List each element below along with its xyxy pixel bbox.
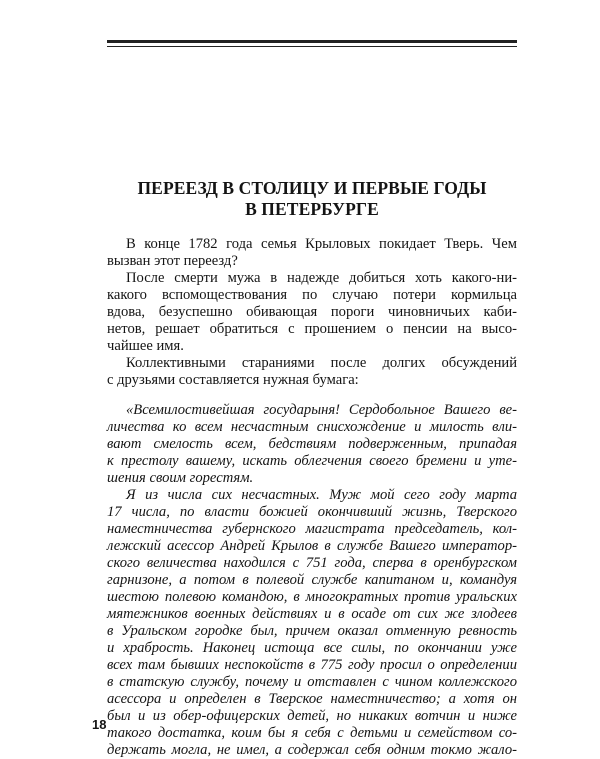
paragraph-line: В конце 1782 года семья Крыловых покидает Тверь. Чем [126, 236, 517, 252]
quote-line: к престолу вашему, искать облегчения своего бремени и уте- [107, 453, 517, 469]
quote-line: Я из числа сих несчастных. Муж мой сего году марта [126, 487, 517, 503]
chapter-heading [107, 178, 517, 220]
quote-line: всех там бывших неспокойств в 775 году просил о определении [107, 657, 517, 673]
quote-line: был и из обер-офицерских детей, но никаких вотчин и ниже [107, 708, 517, 724]
paragraph-line: чайшее имя. [107, 338, 184, 354]
quote-line: гарнизоне, а потом в полевой службе капитаном и, командуя [107, 572, 517, 588]
paragraph-line: вдова, безуспешно обивающая пороги чиновничьих каби- [107, 304, 517, 320]
quote-line: вают смелость всем, бедствиям подверженным, припадая [107, 436, 517, 452]
paragraph-line: После смерти мужа в надежде добиться хоть какого-ни- [126, 270, 517, 286]
quote-line: и храбрость. Наконец истоща все силы, по окончании уже [107, 640, 517, 656]
header-rule-thin [107, 46, 517, 47]
quote-line: лежский асессор Андрей Крылов в службе Вашего император- [107, 538, 517, 554]
quote-line: шения своим горестям. [107, 470, 254, 486]
page-body [107, 236, 517, 759]
paragraph-line: с друзьями составляется нужная бумага: [107, 372, 359, 388]
chapter-heading-line-1: ПЕРЕЕЗД В СТОЛИЦУ И ПЕРВЫЕ ГОДЫ [137, 178, 487, 198]
quote-line: в статскую службу, почему и отставлен с чином коллежского [107, 674, 517, 690]
paragraph-line: нетов, решает обратиться с прошением о пенсии на высо- [107, 321, 517, 337]
paragraph-2 [107, 270, 517, 355]
quote-line: ского величества находился с 751 года, сперва в оренбургском [107, 555, 517, 571]
quote-line: асессора и определен в Тверское наместничество; а хотя он [107, 691, 517, 707]
quote-line: такого достатка, коим бы я себя с детьми и семейством со- [107, 725, 517, 741]
paragraph-3 [107, 355, 517, 389]
quote-line: наместничества губернского магистрата председатель, кол- [107, 521, 517, 537]
quote-paragraph-1 [107, 402, 517, 487]
quote-line: держать могла, не имел, а содержал себя одним токмо жало- [107, 742, 517, 758]
quote-line: шестою полевою командою, в многократных против уральских [107, 589, 517, 605]
quote-line: в Уральском городке был, причем оказал отменную ревность [107, 623, 517, 639]
header-rule-thick [107, 40, 517, 43]
quote-line: мятежников военных действиях и в осаде от сих же злодеев [107, 606, 517, 622]
paragraph-1 [107, 236, 517, 270]
quote-line: 17 числа, по власти божией окончивший жизнь, Тверского [107, 504, 517, 520]
paragraph-line: какого вспомоществования по случаю потери кормильца [107, 287, 517, 303]
quote-line: «Всемилостивейшая государыня! Сердобольное Вашего ве- [126, 402, 517, 418]
chapter-heading-line-2: В ПЕТЕРБУРГЕ [245, 199, 379, 219]
petition-quote [107, 402, 517, 759]
page-number: 18 [92, 717, 107, 732]
quote-line: личества ко всем несчастным снисхождение и милость вли- [107, 419, 517, 435]
quote-paragraph-2 [107, 487, 517, 759]
paragraph-line: Коллективными стараниями после долгих обсуждений [126, 355, 517, 371]
paragraph-line: вызван этот переезд? [107, 253, 238, 269]
